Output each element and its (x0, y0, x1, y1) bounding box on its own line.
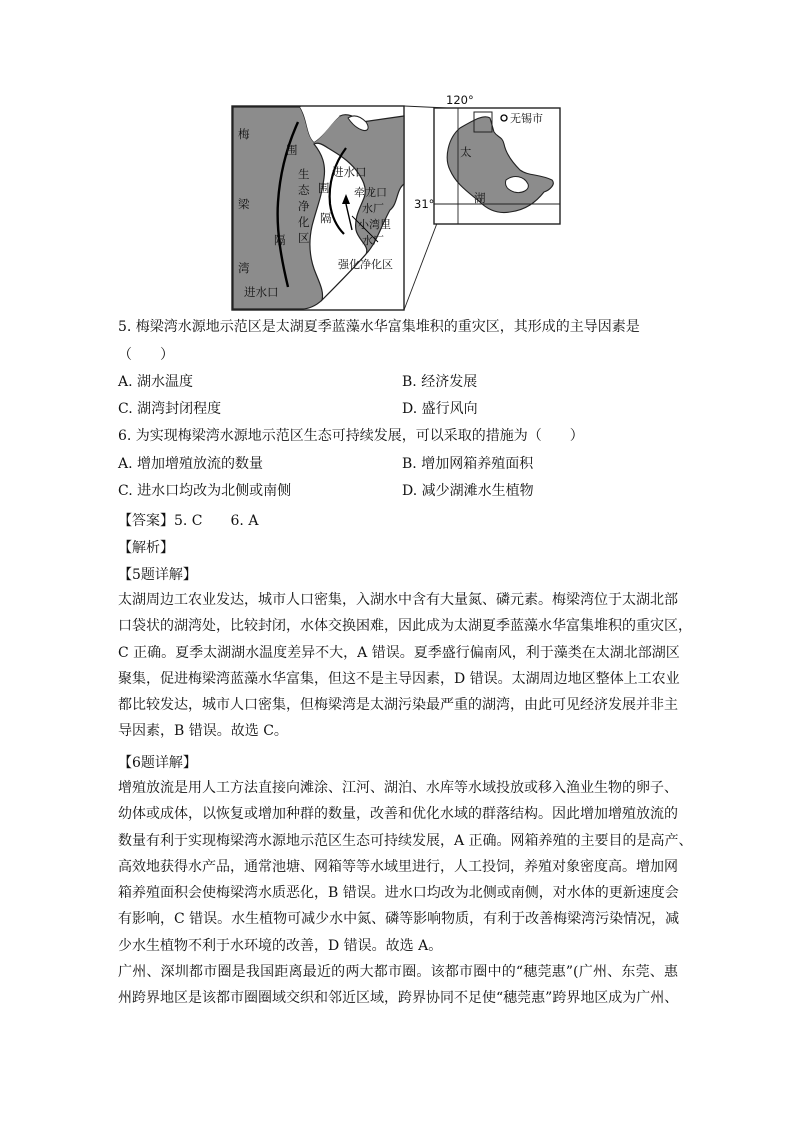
q5-option-c: C. 湖湾封闭程度 (118, 401, 222, 417)
map-label: 梅 (238, 127, 250, 141)
map-label: 牵龙口 (354, 186, 387, 199)
map-label: 围 (318, 181, 330, 195)
map-label: 净 (298, 199, 310, 213)
map-label: 围 (286, 143, 298, 157)
map-label: 水厂 (362, 234, 384, 247)
paragraph-line: 聚集，促进梅梁湾蓝藻水华富集，但这不是主导因素，D 错误。太湖周边地区整体上工农业 (118, 670, 680, 687)
paragraph-line: 都比较发达，城市人口密集，但梅梁湾是太湖污染最严重的湖湾，由此可见经济发展并非主 (118, 697, 678, 714)
map-label: 强化净化区 (338, 258, 393, 271)
paragraph-line: 口袋状的湖湾处，比较封闭，水体交换困难，因此成为太湖夏季蓝藻水华富集堆积的重灾区， (118, 618, 692, 635)
lake-label: 湖 (474, 191, 486, 205)
paragraph-line: 导因素，B 错误。故选 C。 (118, 723, 288, 740)
answer-line (118, 510, 258, 530)
q5-option-d: D. 盛行风向 (402, 401, 478, 417)
next-question-intro (118, 959, 678, 1012)
paragraph-line: 太湖周边工农业发达，城市人口密集，入湖水中含有大量氮、磷元素。梅梁湾位于太湖北部 (118, 592, 678, 608)
q5-stem: 5. 梅梁湾水源地示范区是太湖夏季蓝藻水华富集堆积的重灾区，其形成的主导因素是 (118, 319, 640, 335)
paragraph-line: 增殖放流是用人工方法直接向滩涂、江河、湖泊、水库等水域投放或移入渔业生物的卵子、 (118, 780, 678, 796)
q5-paren: （ ） (118, 347, 174, 363)
map-label: 湾 (238, 261, 250, 275)
q6-option-c: C. 进水口均改为北侧或南侧 (118, 483, 292, 499)
paragraph-line: 广州、深圳都市圈是我国距离最近的两大都市圈。该都市圈中的“穗莞惠”(广州、东莞、惠 (118, 964, 678, 980)
detail5-paragraph (118, 587, 692, 745)
map-label: 进水口 (332, 165, 367, 179)
right-map (414, 93, 560, 224)
map-label: 态 (298, 183, 310, 197)
paragraph-line: 州跨界地区是该都市圈圈域交织和邻近区域，跨界协同不足使“穗莞惠”跨界地区成为广州、 (118, 990, 679, 1007)
q6-option-d: D. 减少湖滩水生植物 (402, 483, 534, 499)
q5-option-b: B. 经济发展 (402, 374, 478, 390)
q5-option-a: A. 湖水温度 (118, 374, 194, 390)
paragraph-line: 幼体或成体，以恢复或增加种群的数量，改善和优化水域的群落结构。因此增加增殖放流的 (118, 806, 678, 823)
longitude-label: 120° (446, 93, 474, 107)
map-label: 梁 (238, 197, 250, 211)
map-svg (228, 92, 568, 316)
paragraph-line: 有影响，C 错误。水生植物可减少水中氮、磷等影响物质，有利于改善梅梁湾污染情况，减 (118, 911, 680, 928)
q6-stem: 6. 为实现梅梁湾水源地示范区生态可持续发展，可以采取的措施为（ ） (118, 428, 584, 444)
map-label: 小湾里 (358, 218, 391, 231)
detail6-title: 【6题详解】 (118, 755, 197, 771)
paragraph-line: 少水生植物不利于水环境的改善，D 错误。故选 A。 (118, 937, 443, 954)
paragraph-line: 数量有利于实现梅梁湾水源地示范区生态可持续发展，A 正确。网箱养殖的主要目的是高产、 (118, 832, 693, 849)
detail5-title: 【5题详解】 (118, 567, 197, 583)
map-label: 水厂 (362, 202, 384, 215)
q6-option-b: B. 增加网箱养殖面积 (402, 456, 534, 472)
map-label: 进水口 (244, 285, 279, 299)
left-map (232, 106, 404, 310)
lake-map-figure (228, 92, 568, 316)
detail6-paragraph (118, 775, 693, 959)
map-label: 生 (298, 167, 310, 181)
map-label: 隔 (320, 211, 332, 225)
latitude-label: 31° (414, 197, 435, 211)
paragraph-line: 箱养殖面积会使梅梁湾水质恶化，B 错误。进水口均改为北侧或南侧，对水体的更新速度会 (118, 885, 679, 902)
lake-label: 太 (460, 145, 472, 159)
map-label: 隔 (274, 233, 286, 247)
map-label: 区 (298, 231, 310, 245)
paragraph-line: 高效地获得水产品，通常池塘、网箱等等水域里进行，人工投饲，养殖对象密度高。增加网 (118, 858, 678, 875)
paragraph-line: C 正确。夏季太湖湖水温度差异不大，A 错误。夏季盛行偏南风，利于藻类在太湖北部湖区 (118, 644, 680, 661)
answer-text: 5. C 6. A (174, 513, 259, 529)
answer-label: 【答案】 (118, 513, 174, 529)
map-label: 化 (298, 215, 310, 229)
city-label: 无锡市 (510, 112, 543, 125)
q6-option-a: A. 增加增殖放流的数量 (118, 456, 264, 472)
analysis-title: 【解析】 (118, 540, 174, 556)
